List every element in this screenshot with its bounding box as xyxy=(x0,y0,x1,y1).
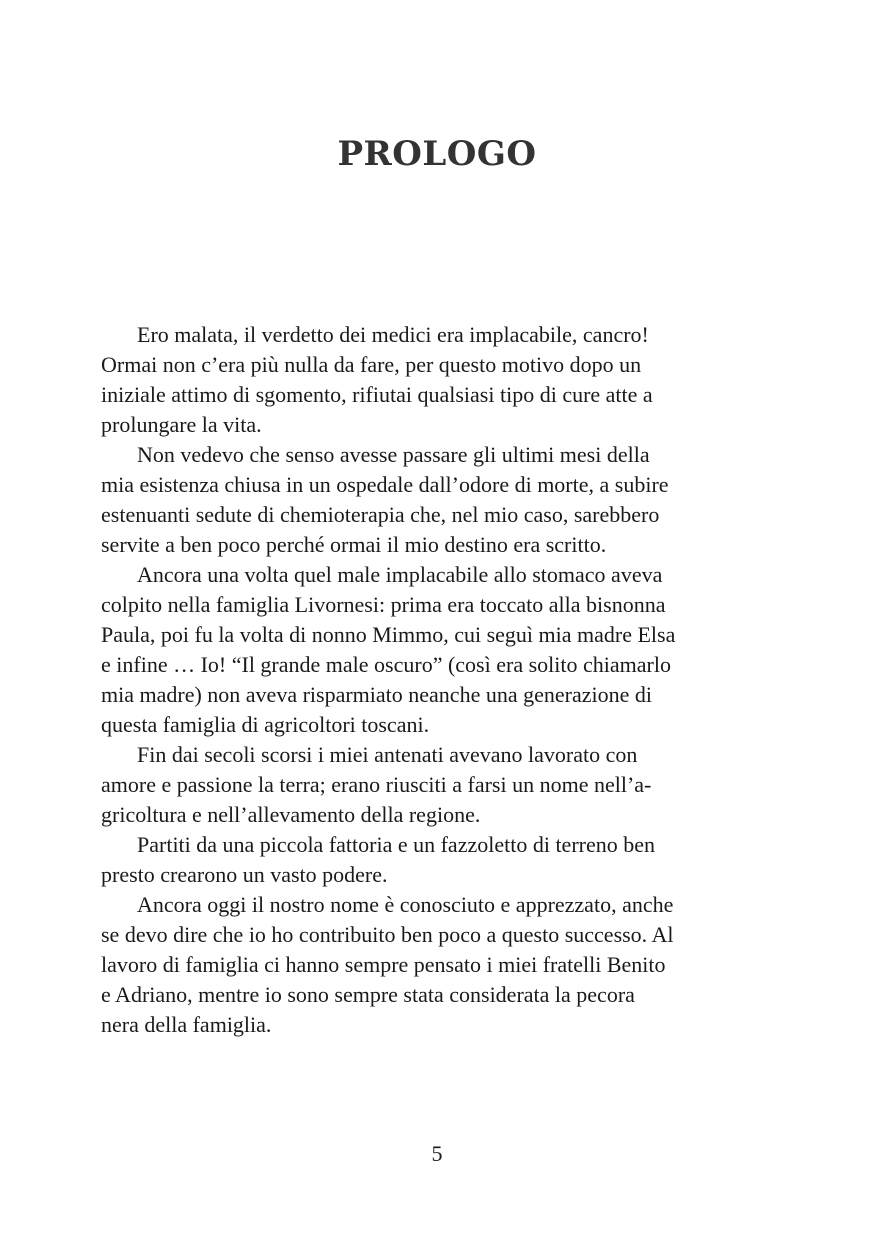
chapter-body xyxy=(101,320,773,1040)
text-line: mia esistenza chiusa in un ospedale dall’odore di morte, a subire xyxy=(101,472,669,497)
text-line: servite a ben poco perché ormai il mio destino era scritto. xyxy=(101,532,607,557)
text-line: Paula, poi fu la volta di nonno Mimmo, cui seguì mia madre Elsa xyxy=(101,622,676,647)
text-line: amore e passione la terra; erano riusciti a farsi un nome nell’a- xyxy=(101,772,652,797)
paragraph xyxy=(101,740,773,830)
paragraph xyxy=(101,560,773,740)
text-line: Non vedevo che senso avesse passare gli ultimi mesi della xyxy=(137,442,650,467)
text-line: nera della famiglia. xyxy=(101,1012,272,1037)
chapter-title: PROLOGO xyxy=(337,134,537,174)
text-line: colpito nella famiglia Livornesi: prima era toccato alla bisnonna xyxy=(101,592,666,617)
text-line: Fin dai secoli scorsi i miei antenati avevano lavorato con xyxy=(137,742,638,767)
text-line: estenuanti sedute di chemioterapia che, nel mio caso, sarebbero xyxy=(101,502,660,527)
paragraph xyxy=(101,830,773,890)
text-line: mia madre) non aveva risparmiato neanche una generazione di xyxy=(101,682,652,707)
text-line: gricoltura e nell’allevamento della regione. xyxy=(101,802,481,827)
text-line: Partiti da una piccola fattoria e un fazzoletto di terreno ben xyxy=(137,832,655,857)
paragraph xyxy=(101,320,773,440)
text-line: Ancora una volta quel male implacabile allo stomaco aveva xyxy=(137,562,663,587)
paragraph xyxy=(101,440,773,560)
text-line: Ancora oggi il nostro nome è conosciuto e apprezzato, anche xyxy=(137,892,674,917)
text-line: se devo dire che io ho contribuito ben poco a questo successo. Al xyxy=(101,922,674,947)
text-line: Ero malata, il verdetto dei medici era implacabile, cancro! xyxy=(137,322,649,347)
text-line: iniziale attimo di sgomento, rifiutai qualsiasi tipo di cure atte a xyxy=(101,382,653,407)
text-line: questa famiglia di agricoltori toscani. xyxy=(101,712,430,737)
text-line: Ormai non c’era più nulla da fare, per questo motivo dopo un xyxy=(101,352,642,377)
paragraph xyxy=(101,890,773,1040)
text-line: e infine … Io! “Il grande male oscuro” (così era solito chiamarlo xyxy=(101,652,671,677)
text-line: presto crearono un vasto podere. xyxy=(101,862,388,887)
page-number: 5 xyxy=(431,1141,443,1166)
text-line: lavoro di famiglia ci hanno sempre pensato i miei fratelli Benito xyxy=(101,952,666,977)
text-line: e Adriano, mentre io sono sempre stata considerata la pecora xyxy=(101,982,635,1007)
text-line: prolungare la vita. xyxy=(101,412,262,437)
